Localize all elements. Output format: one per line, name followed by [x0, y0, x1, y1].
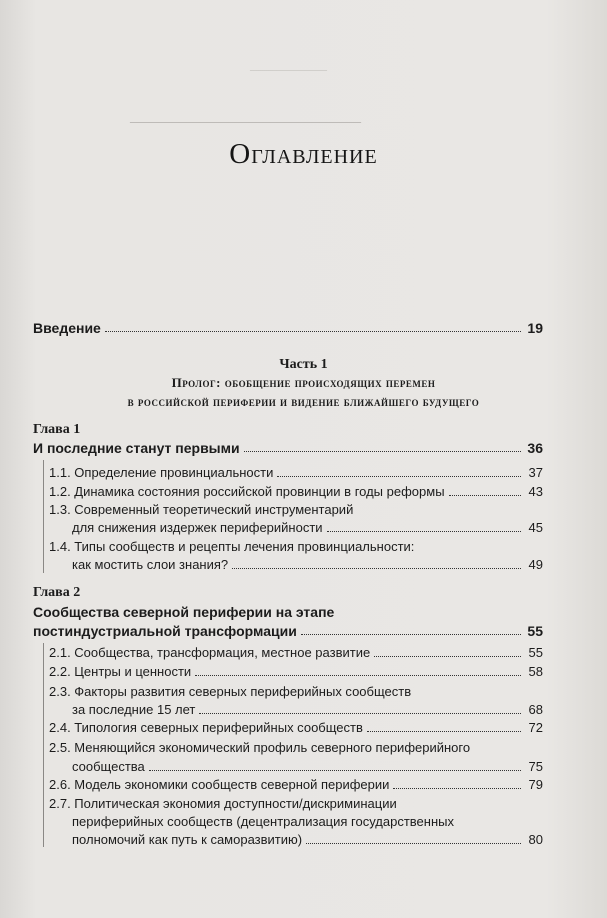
chapter2-page: 55 — [527, 623, 543, 639]
toc-section-2-5-line1[interactable]: 2.5. Меняющийся экономический профиль северного периферийного — [49, 740, 471, 755]
toc-intro-label: Введение — [33, 320, 101, 336]
leader-dots — [244, 451, 521, 452]
toc-section-1-1[interactable]: 1.1. Определение провинциальности 37 — [49, 465, 543, 480]
page-title: Оглавление — [229, 138, 378, 170]
toc-section-1-3[interactable]: для снижения издержек периферийности 45 — [72, 520, 543, 535]
chapter1-page: 36 — [527, 440, 543, 456]
chapter2-title-line2: постиндустриальной трансформации — [33, 623, 297, 639]
section-bracket — [43, 643, 44, 847]
toc-chapter2[interactable] — [33, 623, 543, 639]
leader-dots — [105, 331, 521, 332]
section-bracket — [43, 460, 44, 573]
toc-intro[interactable] — [33, 320, 543, 336]
chapter2-label: Глава 2 — [33, 585, 81, 600]
toc-section-2-3[interactable]: за последние 15 лет 68 — [72, 702, 543, 717]
toc-section-2-5[interactable]: сообщества 75 — [72, 759, 543, 774]
toc-section-2-4[interactable]: 2.4. Типология северных периферийных сообществ 72 — [49, 720, 543, 735]
toc-intro-page: 19 — [527, 320, 543, 336]
part-label: Часть 1 — [279, 357, 328, 372]
toc-section-1-4-line1[interactable]: 1.4. Типы сообществ и рецепты лечения провинциальности: — [49, 539, 415, 554]
toc-section-1-3-line1[interactable]: 1.3. Современный теоретический инструментарий — [49, 502, 354, 517]
bleed-through-header: ——————— — [250, 64, 327, 76]
toc-section-2-7-line2[interactable]: периферийных сообществ (децентрализация государственных — [72, 814, 454, 829]
chapter1-title: И последние станут первыми — [33, 440, 240, 456]
toc-section-2-3-line1[interactable]: 2.3. Факторы развития северных периферийных сообществ — [49, 684, 412, 699]
toc-section-2-7-line1[interactable]: 2.7. Политическая экономия доступности/дискриминации — [49, 796, 397, 811]
part-subtitle-line1: Пролог: обобщение происходящих перемен — [171, 375, 436, 390]
chapter2-title-line1[interactable]: Сообщества северной периферии на этапе — [33, 604, 335, 620]
toc-section-2-1[interactable]: 2.1. Сообщества, трансформация, местное развитие 55 — [49, 645, 543, 660]
toc-chapter1[interactable] — [33, 440, 543, 456]
toc-section-2-7[interactable]: полномочий как путь к саморазвитию) 80 — [72, 832, 543, 847]
toc-section-2-6[interactable]: 2.6. Модель экономики сообществ северной периферии 79 — [49, 777, 543, 792]
leader-dots — [301, 634, 521, 635]
chapter1-label: Глава 1 — [33, 422, 81, 437]
part-subtitle-line2: в российской периферии и видение ближайшего будущего — [127, 394, 480, 409]
bleed-through-text: _________________________________ — [130, 110, 361, 125]
toc-section-1-2[interactable]: 1.2. Динамика состояния российской провинции в годы реформы 43 — [49, 484, 543, 499]
toc-section-1-4[interactable]: как мостить слои знания? 49 — [72, 557, 543, 572]
toc-section-2-2[interactable]: 2.2. Центры и ценности 58 — [49, 664, 543, 679]
